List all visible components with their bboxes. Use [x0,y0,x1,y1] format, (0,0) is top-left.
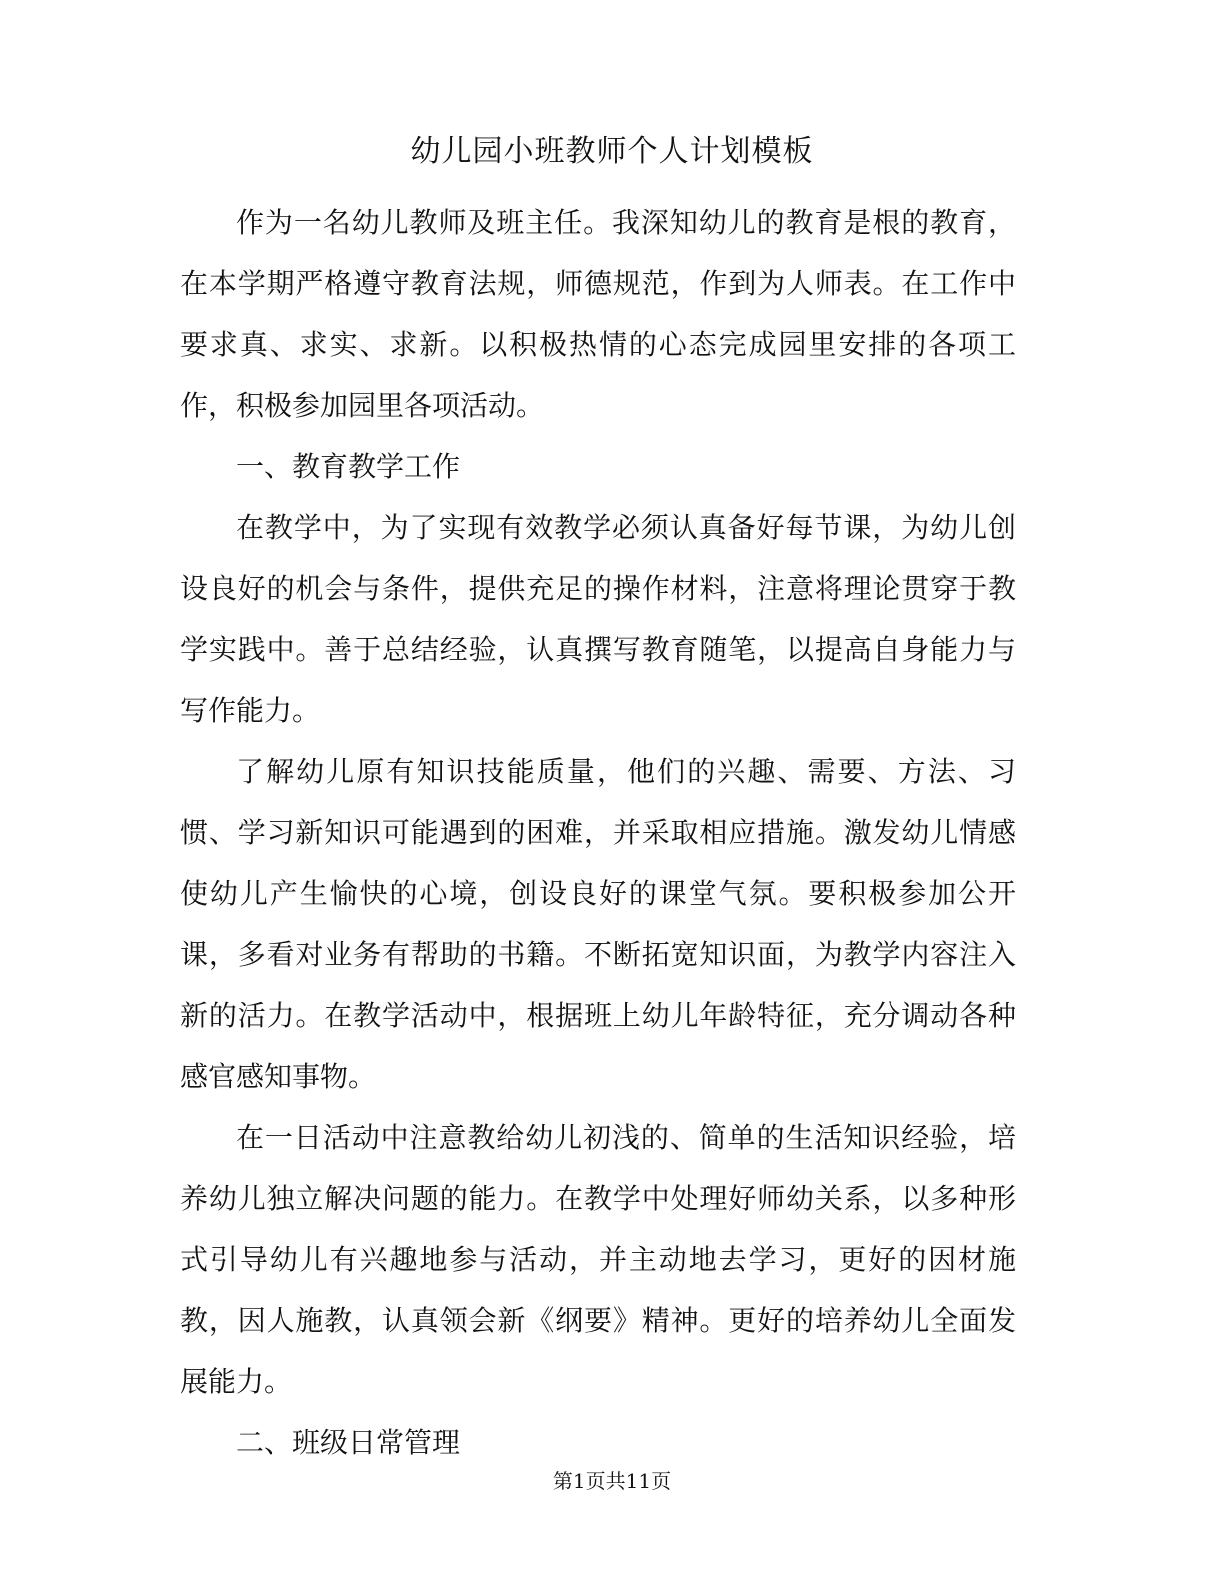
paragraph-understanding-children: 了解幼儿原有知识技能质量，他们的兴趣、需要、方法、习惯、学习新知识可能遇到的困难，并采取相应措施。激发幼儿情感使幼儿产生愉快的心境，创设良好的课堂气氛。要积极参加公开课，多看对业务有帮助的书籍。不断拓宽知识面，为教学内容注入新的活力。在教学活动中，根据班上幼儿年龄特征，充分调动各种感官感知事物。 [180,755,1016,1093]
section-heading-teaching: 一、教育教学工作 [236,450,461,483]
paragraph-teaching-prep: 在教学中，为了实现有效教学必须认真备好每节课，为幼儿创设良好的机会与条件，提供充足的操作材料，注意将理论贯穿于教学实践中。善于总结经验，认真撰写教育随笔，以提高自身能力与写作能力。 [180,511,1016,727]
document-title: 幼儿园小班教师个人计划模板 [410,134,814,169]
paragraph-daily-activities: 在一日活动中注意教给幼儿初浅的、简单的生活知识经验，培养幼儿独立解决问题的能力。在教学中处理好师幼关系，以多种形式引导幼儿有兴趣地参与活动，并主动地去学习，更好的因材施教，因人施教，认真领会新《纲要》精神。更好的培养幼儿全面发展能力。 [180,1121,1016,1398]
section-heading-class-management: 二、班级日常管理 [236,1426,461,1459]
page-number-footer: 第1页共11页 [552,1469,672,1493]
document-body [180,192,1016,1473]
paragraph-intro: 作为一名幼儿教师及班主任。我深知幼儿的教育是根的教育，在本学期严格遵守教育法规，师德规范，作到为人师表。在工作中要求真、求实、求新。以积极热情的心态完成园里安排的各项工作，积极参加园里各项活动。 [180,206,1016,422]
